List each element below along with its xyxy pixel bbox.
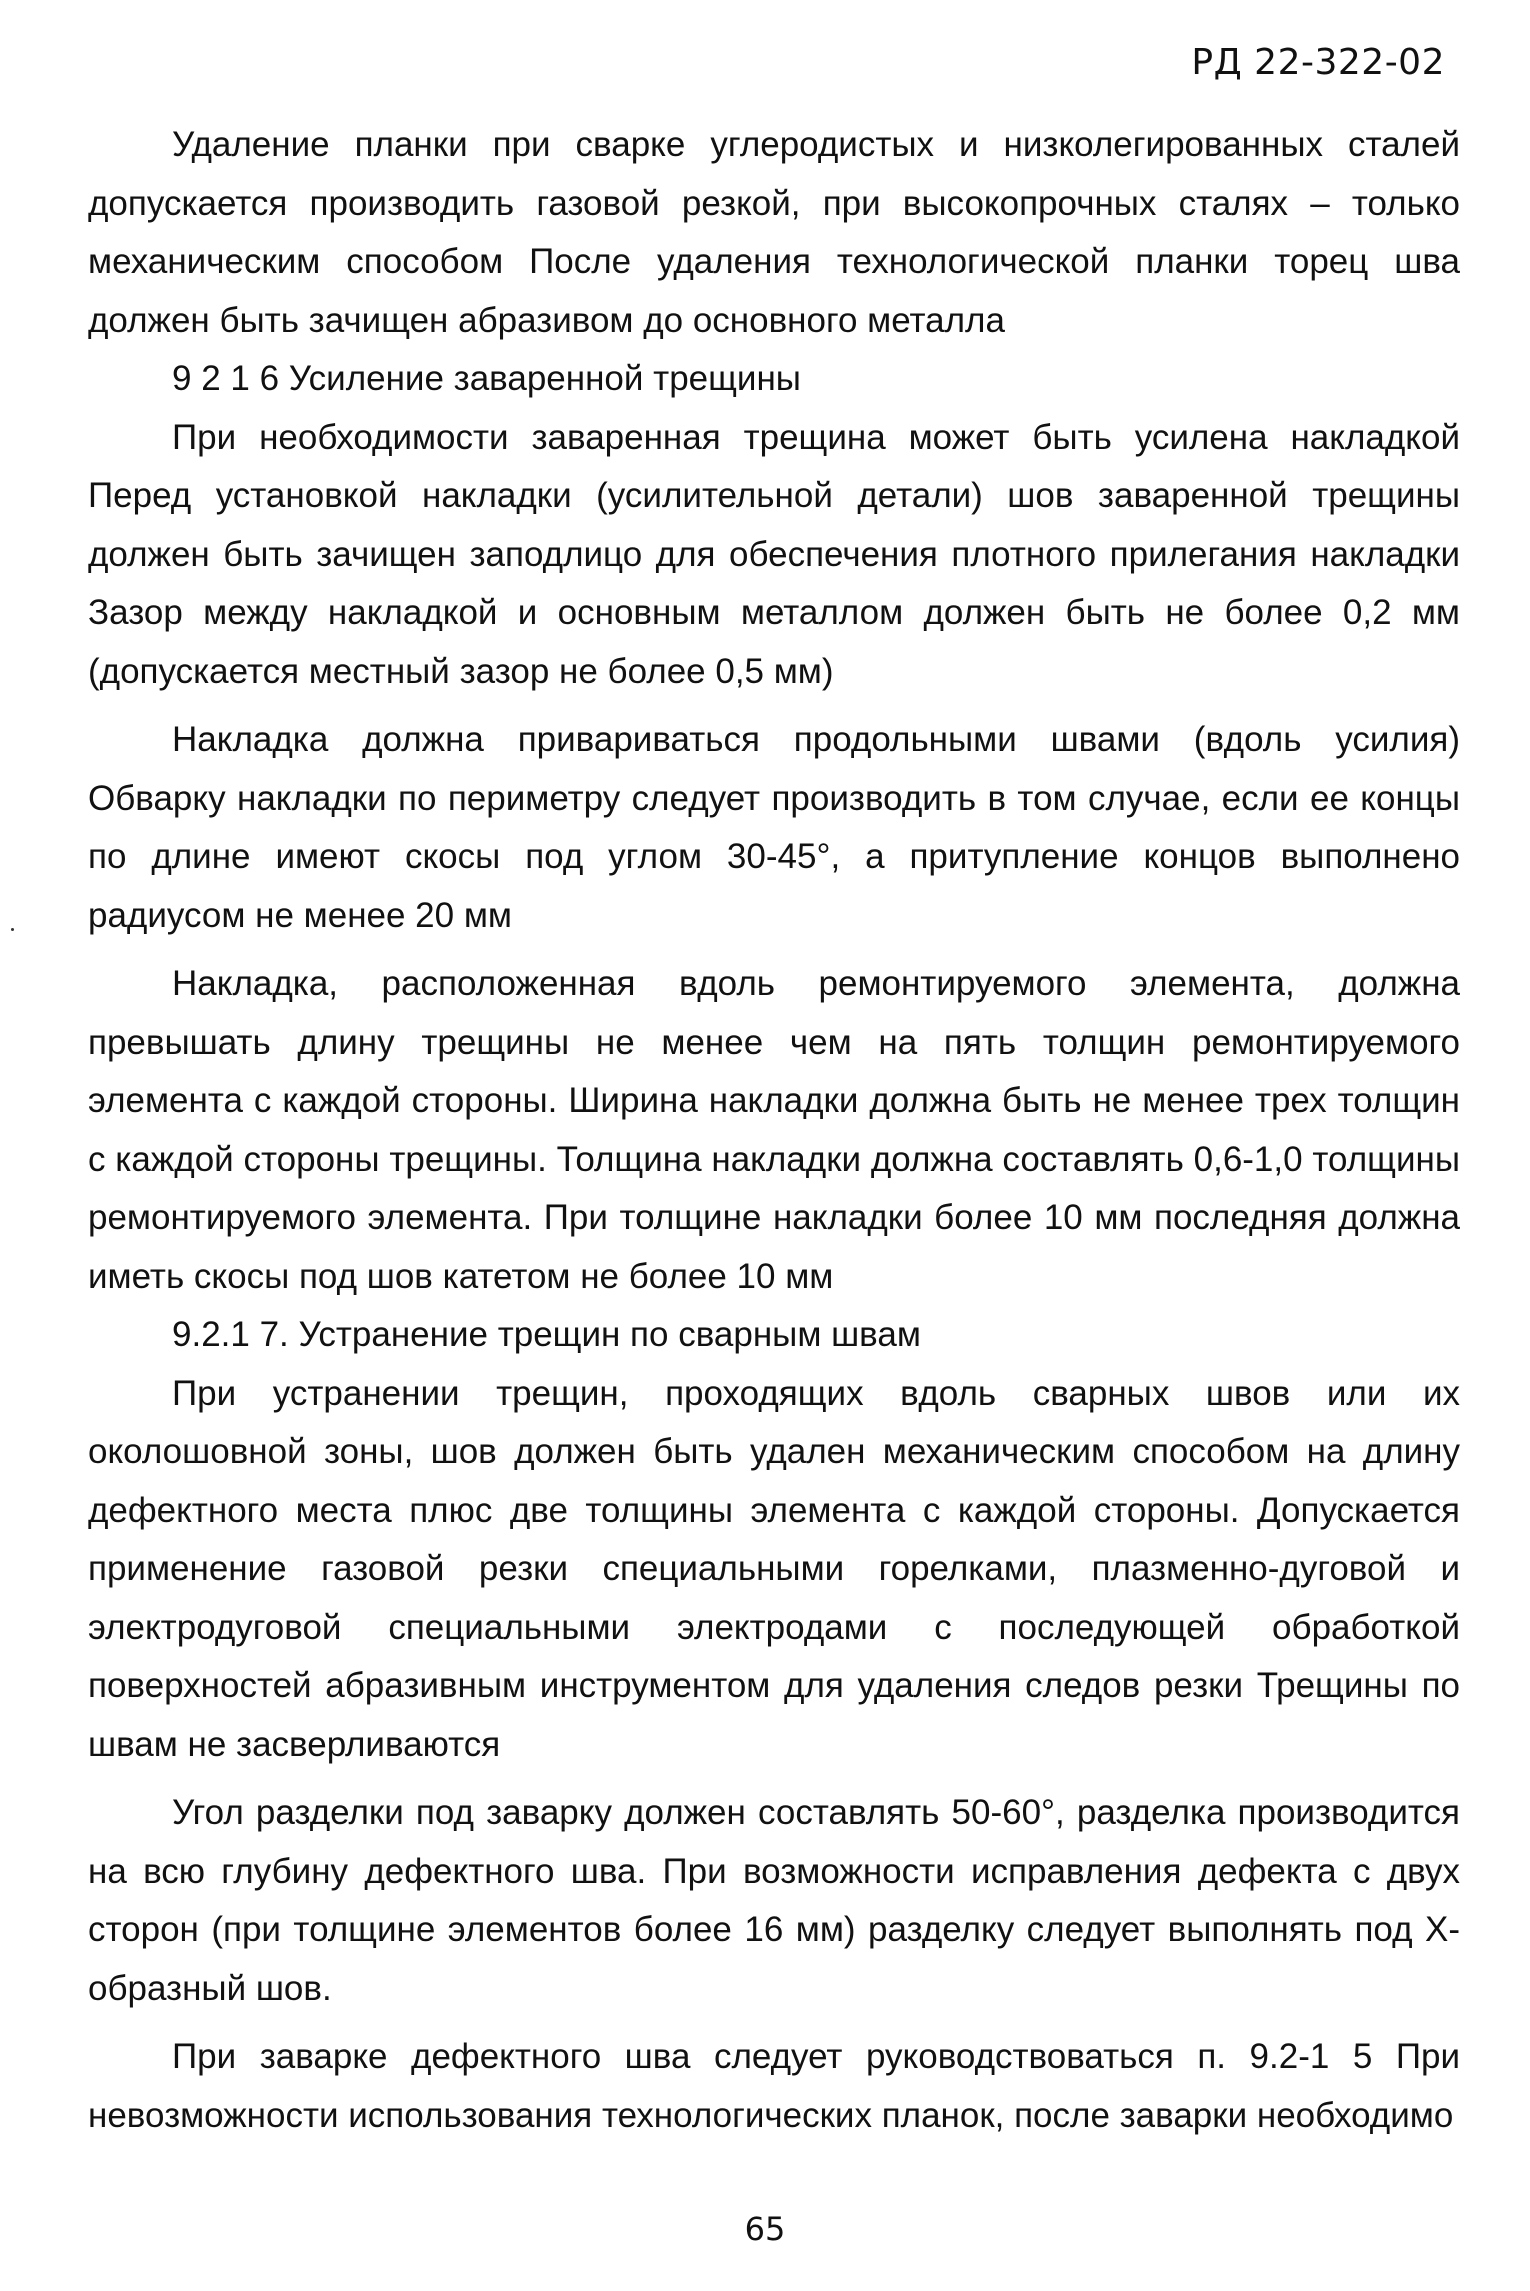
- paragraph-plate-dimensions: Накладка, расположенная вдоль ремонтируемого элемента, должна превышать длину трещины не менее чем на пять толщин ремонтируемого элемента с каждой стороны. Ширина накладки должна быть не менее трех толщин с каждой стороны трещины. Толщина накладки должна составлять 0,6-1,0 толщины ремонтируемого элемента. При толщине накладки более 10 мм последняя должна иметь скосы под шов катетом не более 10 мм: [88, 964, 1460, 1296]
- page-number: 65: [744, 2210, 786, 2248]
- paragraph-defect-welding: При заварке дефектного шва следует руководствоваться п. 9.2-1 5 При невозможности использования технологических планок, после заварки необходимо: [88, 2037, 1460, 2135]
- paragraph-plate-welding: Накладка должна привариваться продольными швами (вдоль усилия) Обварку накладки по периметру следует производить в том случае, если ее концы по длине имеют скосы под углом 30-45°, а притупление концов выполнено радиусом не менее 20 мм: [88, 720, 1460, 935]
- document-code-header: РД 22-322-02: [1191, 42, 1445, 83]
- paragraph-groove-angle: Угол разделки под заварку должен составлять 50-60°, разделка производится на всю глубину дефектного шва. При возможности исправления дефекта с двух сторон (при толщине элементов более 16 мм) разделку следует выполнять под Х-образный шов.: [88, 1793, 1460, 2008]
- margin-speck: [11, 928, 14, 931]
- section-heading-9216: 9 2 1 6 Усиление заваренной трещины: [172, 359, 801, 398]
- paragraph-crack-reinforcement: При необходимости заваренная трещина может быть усилена накладкой Перед установкой накладки (усилительной детали) шов заваренной трещины должен быть зачищен заподлицо для обеспечения плотного прилегания накладки Зазор между накладкой и основным металлом должен быть не более 0,2 мм (допускается местный зазор не более 0,5 мм): [88, 417, 1460, 691]
- document-body: [88, 116, 1460, 2145]
- section-heading-9217: 9.2.1 7. Устранение трещин по сварным швам: [172, 1315, 921, 1354]
- paragraph-weld-crack-removal: При устранении трещин, проходящих вдоль сварных швов или их околошовной зоны, шов должен быть удален механическим способом на длину дефектного места плюс две толщины элемента с каждой стороны. Допускается применение газовой резки специальными горелками, плазменно-дуговой и электродуговой специальными электродами с последующей обработкой поверхностей абразивным инструментом для удаления следов резки Трещины по швам не засверливаются: [88, 1373, 1460, 1764]
- paragraph-plank-removal: Удаление планки при сварке углеродистых и низколегированных сталей допускается производить газовой резкой, при высокопрочных сталях – только механическим способом После удаления технологической планки торец шва должен быть зачищен абразивом до основного металла: [88, 125, 1460, 340]
